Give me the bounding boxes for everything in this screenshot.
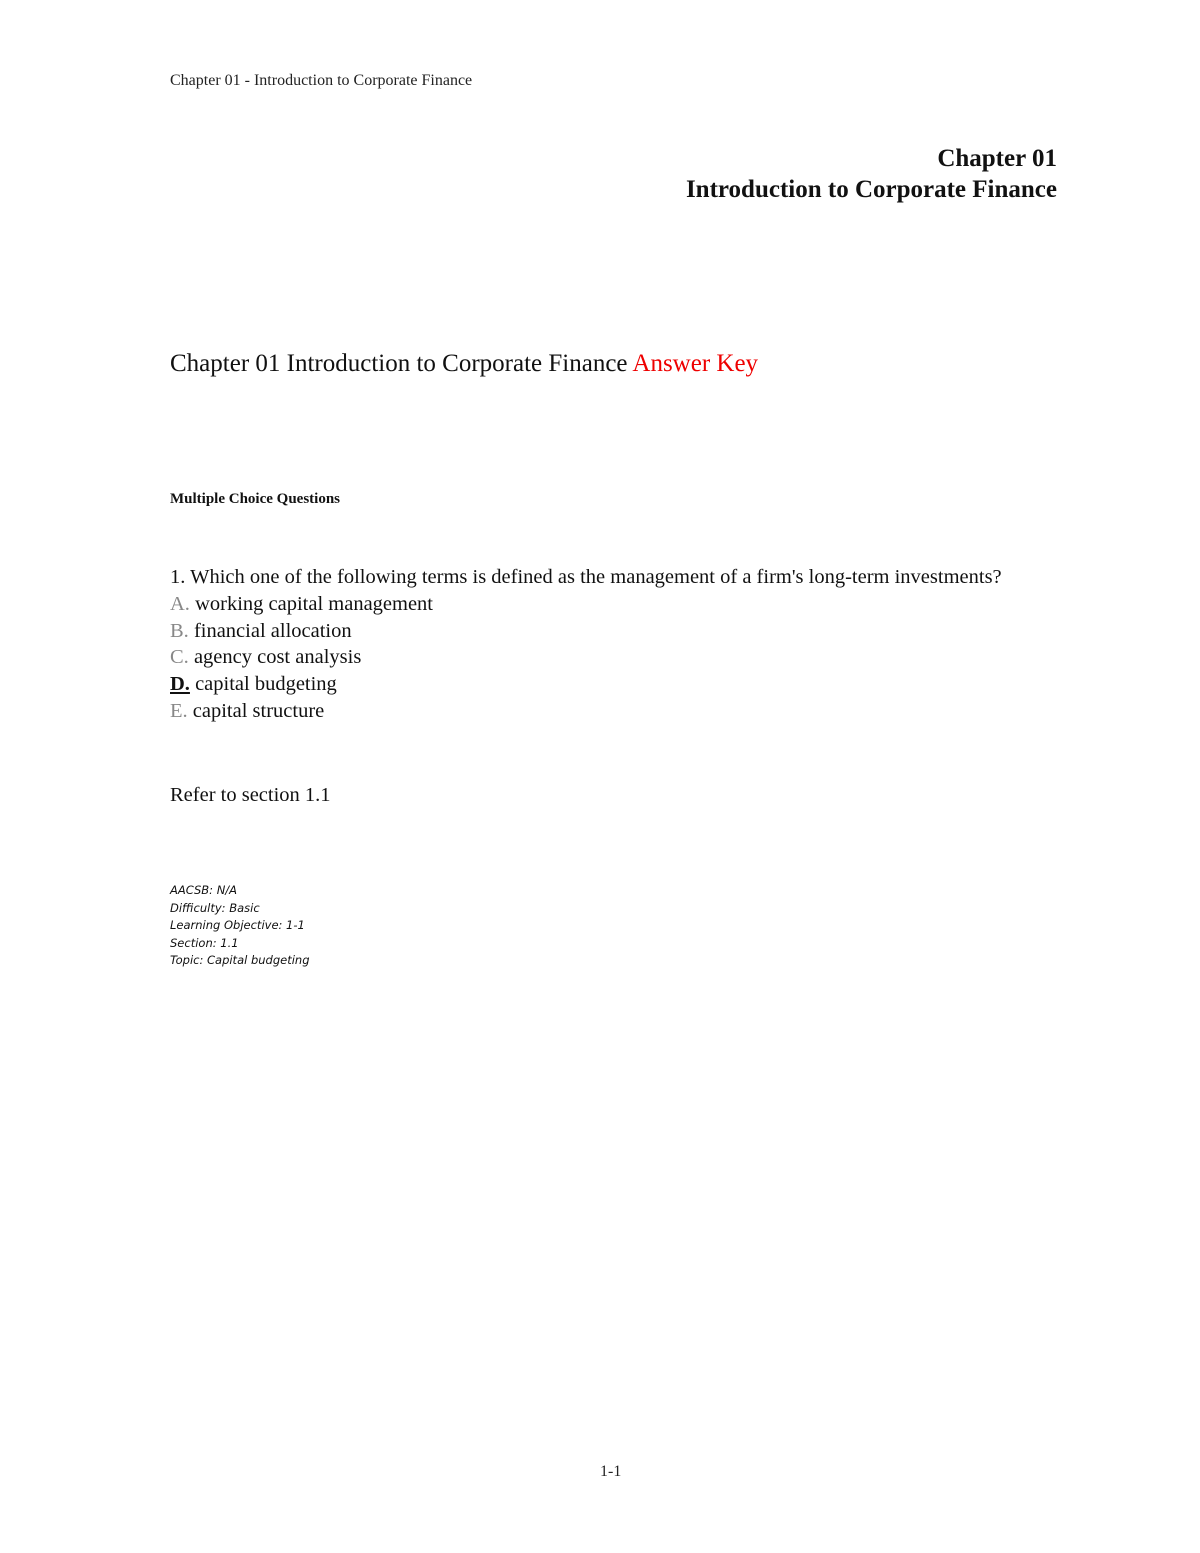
running-header: Chapter 01 - Introduction to Corporate Finance — [170, 72, 473, 89]
choice-text: agency cost analysis — [188, 646, 362, 669]
choice-d-correct — [170, 671, 1030, 698]
answer-key-title-main: Chapter 01 Introduction to Corporate Finance — [170, 350, 633, 377]
page-number: 1-1 — [600, 1463, 622, 1480]
section-reference: Refer to section 1.1 — [170, 784, 331, 806]
chapter-heading — [686, 143, 1057, 205]
choice-text: working capital management — [189, 592, 434, 615]
meta-topic: Topic: Capital budgeting — [170, 953, 310, 967]
choice-b — [170, 618, 1030, 645]
answer-key-label: Answer Key — [632, 350, 759, 377]
meta-learning-objective: Learning Objective: 1-1 — [170, 918, 305, 932]
chapter-number: Chapter 01 — [937, 145, 1057, 172]
choice-letter: A. — [170, 592, 190, 615]
meta-difficulty: Difficulty: Basic — [170, 900, 260, 915]
choice-text: financial allocation — [188, 619, 352, 642]
meta-aacsb: AACSB: N/A — [170, 883, 238, 897]
choice-e — [170, 698, 1030, 725]
question-metadata — [170, 882, 310, 970]
choice-letter: C. — [170, 646, 189, 669]
section-heading: Multiple Choice Questions — [170, 491, 341, 507]
choice-letter: B. — [170, 619, 189, 642]
answer-key-title — [170, 350, 758, 378]
choice-text: capital budgeting — [189, 673, 337, 696]
question-text: 1. Which one of the following terms is defined as the management of a firm's long-term investments? — [170, 566, 1002, 588]
choice-a — [170, 591, 1030, 618]
choice-c — [170, 644, 1030, 671]
meta-section: Section: 1.1 — [170, 935, 239, 950]
choice-text: capital structure — [187, 699, 325, 722]
choice-letter: D. — [170, 673, 190, 696]
chapter-title: Introduction to Corporate Finance — [685, 176, 1057, 203]
choice-letter: E. — [170, 699, 188, 722]
question-block — [170, 564, 1030, 725]
